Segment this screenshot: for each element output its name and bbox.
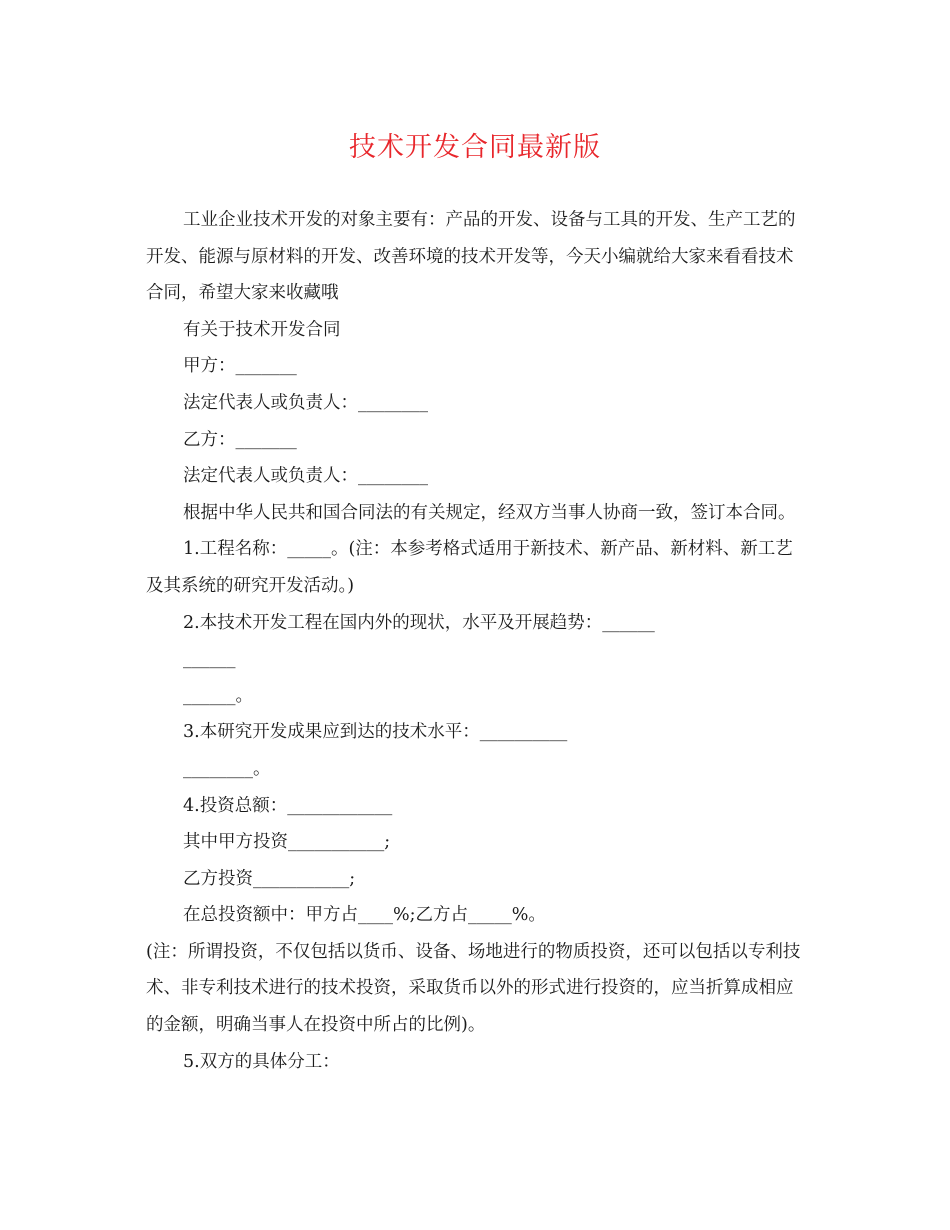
clause-1-project-name: 1.工程名称：_____。(注：本参考格式适用于新技术、新产品、新材料、新工艺及其系统的研究开发活动。) bbox=[146, 539, 793, 596]
clause-4-total-investment: 4.投资总额：____________ bbox=[183, 795, 393, 816]
intro-paragraph: 工业企业技术开发的对象主要有：产品的开发、设备与工具的开发、生产工艺的开发、能源与原材料的开发、改善环境的技术开发等，今天小编就给大家来看看技术合同，希望大家来收藏哦 bbox=[146, 210, 796, 304]
clause-2-status: 2.本技术开发工程在国内外的现状，水平及开展趋势：______ bbox=[183, 612, 655, 633]
clause-5-division-of-work: 5.双方的具体分工： bbox=[183, 1051, 340, 1072]
clause-3-technical-level: 3.本研究开发成果应到达的技术水平：__________ bbox=[183, 722, 568, 743]
party-b-line: 乙方：_______ bbox=[183, 429, 297, 450]
party-a-line: 甲方：_______ bbox=[183, 356, 297, 377]
document-title: 技术开发合同最新版 bbox=[349, 132, 601, 163]
clause-2-blank-line-end: ______。 bbox=[183, 685, 253, 706]
clause-4-party-b-investment: 乙方投资___________; bbox=[183, 868, 356, 889]
party-a-representative-line: 法定代表人或负责人：________ bbox=[183, 392, 428, 413]
clause-4-party-a-investment: 其中甲方投资___________; bbox=[183, 832, 391, 853]
party-b-representative-line: 法定代表人或负责人：________ bbox=[183, 466, 428, 487]
clause-3-blank-line-end: ________。 bbox=[183, 758, 271, 779]
clause-4-investment-ratio: 在总投资额中：甲方占____%;乙方占_____%。 bbox=[183, 905, 546, 926]
clause-2-blank-line: ______ bbox=[183, 649, 236, 670]
preamble-paragraph: 根据中华人民共和国合同法的有关规定，经双方当事人协商一致，签订本合同。 bbox=[183, 502, 796, 523]
clause-4-note: (注：所谓投资，不仅包括以货币、设备、场地进行的物质投资，还可以包括以专利技术、非专利技术进行的技术投资，采取货币以外的形式进行投资的，应当折算成相应的金额，明确当事人在投资中所占的比例)。 bbox=[146, 941, 801, 1036]
contract-heading: 有关于技术开发合同 bbox=[183, 319, 341, 340]
document-body bbox=[146, 202, 806, 1080]
